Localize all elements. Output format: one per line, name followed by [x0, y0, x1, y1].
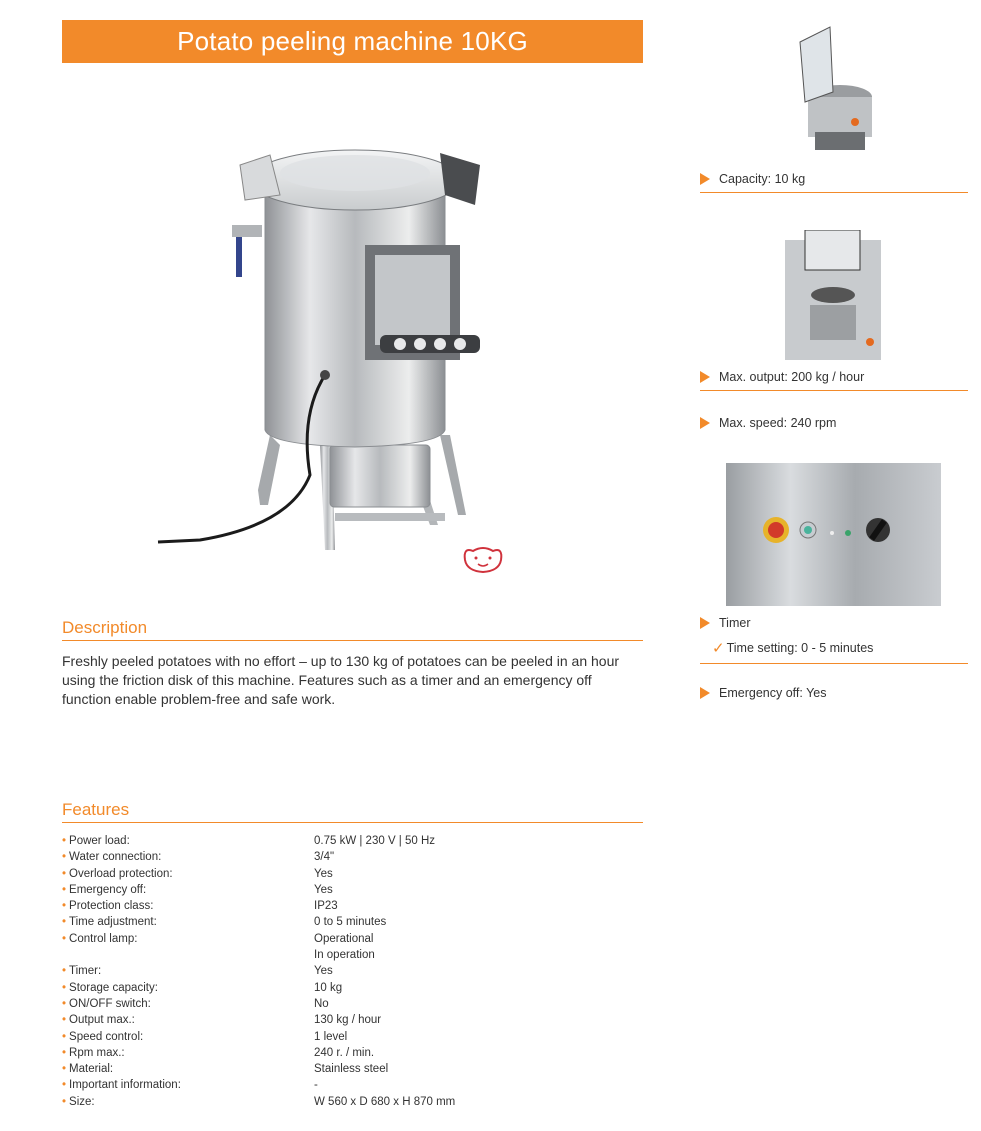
control-panel-image	[726, 463, 941, 606]
feature-row: • Overload protection: Yes	[62, 867, 333, 880]
description-heading: Description	[62, 618, 643, 641]
feature-row: • Time adjustment: 0 to 5 minutes	[62, 916, 387, 929]
product-image	[140, 95, 545, 585]
description-text: Freshly peeled potatoes with no effort – up to 130 kg of potatoes can be peeled in an hour using the friction disk of this machine. Features such as a timer and an emergency off function enable problem-free and safe work.	[62, 653, 620, 707]
feature-row: • Storage capacity: 10 kg	[62, 981, 343, 994]
capacity-item: Capacity: 10 kg	[700, 172, 968, 193]
title-bar	[62, 20, 643, 63]
arrow-icon	[700, 417, 710, 429]
feature-row: • Size: W 560 x D 680 x H 870 mm	[62, 1095, 456, 1108]
feature-row: • Timer: Yes	[62, 965, 333, 978]
feature-row: In operation	[314, 949, 375, 962]
feature-row: • Emergency off: Yes	[62, 883, 333, 896]
feature-row: • Speed control: 1 level	[62, 1030, 348, 1043]
arrow-icon	[700, 687, 710, 699]
machine-front-image	[785, 230, 881, 360]
arrow-icon	[700, 617, 710, 629]
mascot-logo	[465, 548, 502, 572]
open-lid-image	[785, 22, 885, 162]
feature-row: • Rpm max.: 240 r. / min.	[62, 1046, 375, 1059]
arrow-icon	[700, 371, 710, 383]
features-heading: Features	[62, 800, 643, 823]
output-item: Max. output: 200 kg / hour	[700, 370, 968, 391]
feature-row: • Important information: -	[62, 1079, 318, 1092]
page-title: Potato peeling machine 10KG	[177, 26, 528, 56]
features-list	[62, 833, 643, 1110]
feature-row: • Output max.: 130 kg / hour	[62, 1014, 382, 1027]
feature-row: • Control lamp: Operational	[62, 932, 374, 945]
emergency-item: Emergency off: Yes	[700, 686, 968, 700]
checkmark-icon: ✓	[712, 640, 725, 657]
timer-item: Timer	[700, 616, 968, 630]
feature-row: • ON/OFF switch: No	[62, 997, 329, 1010]
feature-row: • Water connection: 3/4"	[62, 851, 335, 864]
feature-row: • Protection class: IP23	[62, 900, 338, 913]
arrow-icon	[700, 173, 710, 185]
speed-item: Max. speed: 240 rpm	[700, 416, 968, 430]
time-setting-item: ✓ Time setting: 0 - 5 minutes	[700, 639, 968, 664]
feature-row: • Material: Stainless steel	[62, 1063, 389, 1076]
feature-row: • Power load: 0.75 kW | 230 V | 50 Hz	[62, 835, 436, 847]
